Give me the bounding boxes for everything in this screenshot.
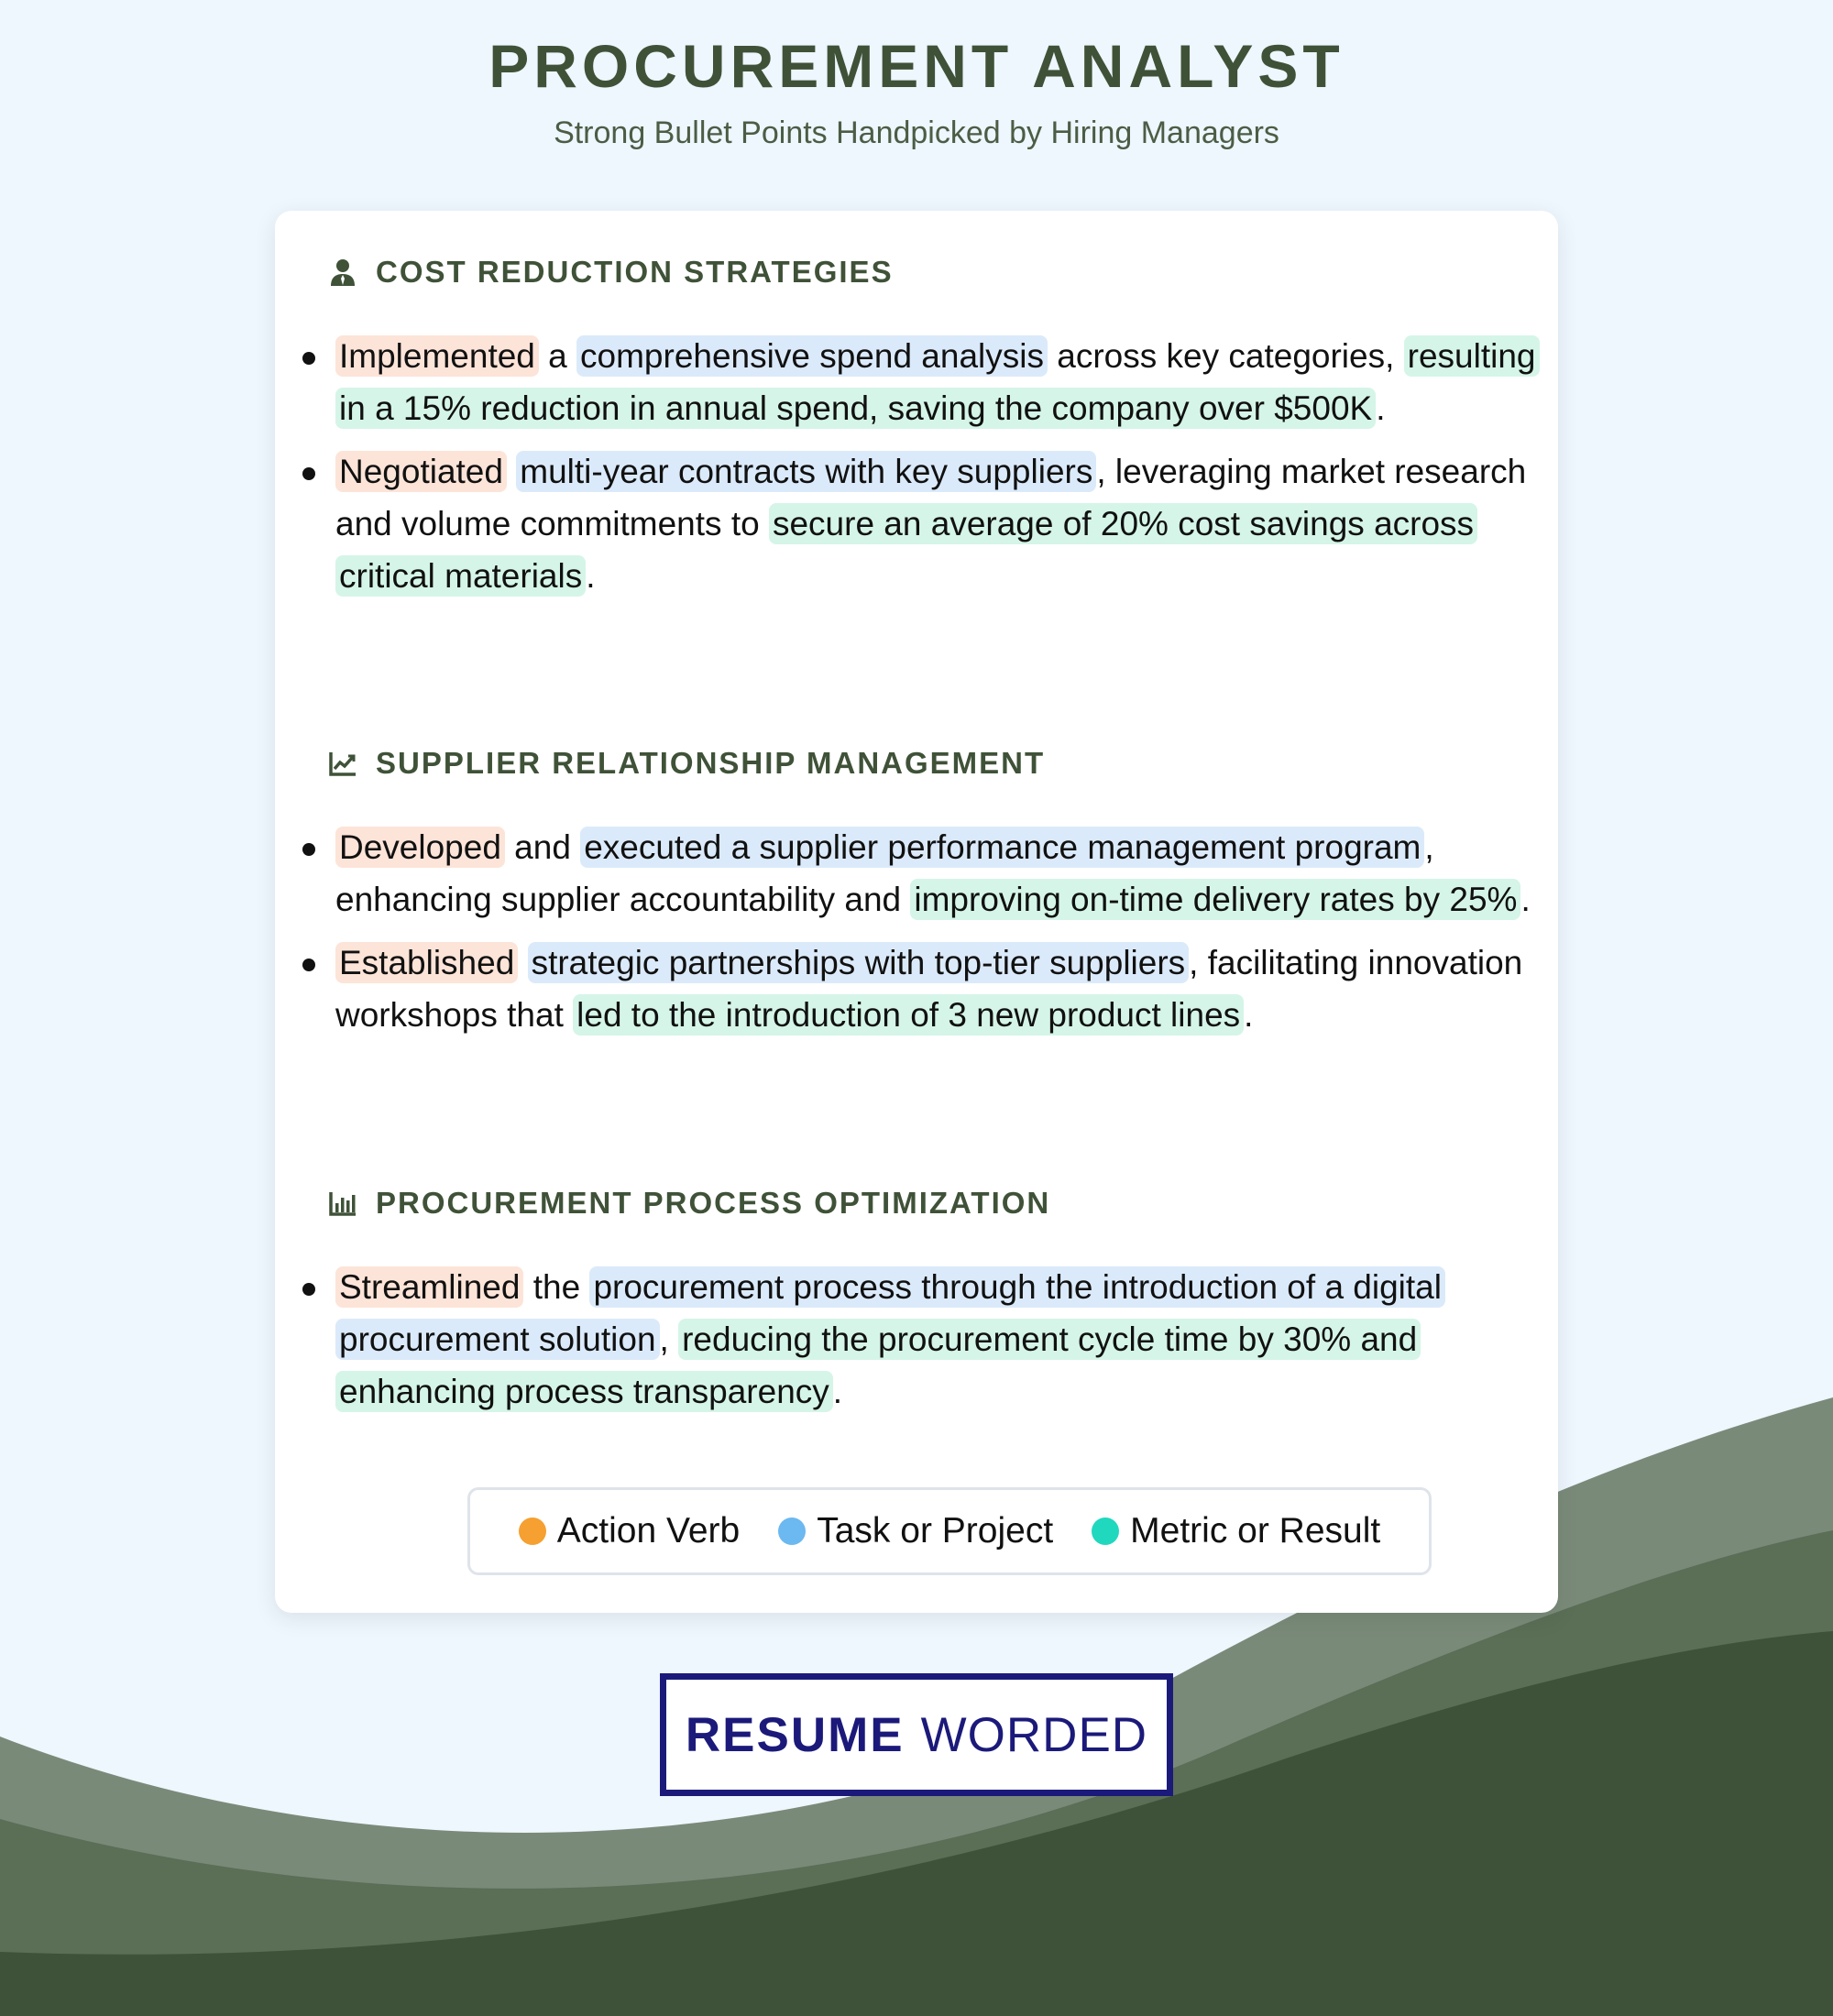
bullet-list <box>275 1261 1558 1429</box>
bullet-item <box>275 937 1558 1041</box>
task-or-project: procurement process through the introduction of a digital procurement solution <box>335 1266 1445 1360</box>
legend-dot <box>519 1517 546 1545</box>
bullet-item <box>275 330 1558 434</box>
plain-text: . <box>586 557 596 595</box>
plain-text: , <box>659 1320 679 1358</box>
metric-or-result: led to the introduction of 3 new product lines <box>573 994 1244 1035</box>
bullet-points-card <box>275 211 1558 1613</box>
bullet-item <box>275 445 1558 602</box>
metric-or-result: resulting in a 15% reduction in annual spend, saving the company over $500K <box>335 335 1540 429</box>
section-title: PROCUREMENT PROCESS OPTIMIZATION <box>376 1186 1051 1220</box>
task-or-project: comprehensive spend analysis <box>576 335 1048 377</box>
section-header <box>328 1180 1050 1226</box>
legend-item-action-verb <box>519 1511 740 1551</box>
resume-worded-logo <box>660 1673 1173 1796</box>
legend-item-task-or-project <box>778 1511 1053 1551</box>
plain-text <box>518 944 527 981</box>
person-tie-icon <box>328 257 357 287</box>
bullet-list <box>275 821 1558 1052</box>
legend-dot <box>778 1517 806 1545</box>
action-verb: Developed <box>335 827 505 868</box>
page-subtitle: Strong Bullet Points Handpicked by Hiring Managers <box>554 115 1279 150</box>
metric-or-result: secure an average of 20% cost savings across critical materials <box>335 503 1477 597</box>
legend-item-metric-or-result <box>1092 1511 1380 1551</box>
bullet-dot <box>302 959 315 971</box>
section-title: SUPPLIER RELATIONSHIP MANAGEMENT <box>376 746 1046 780</box>
plain-text: , facilitating innovation workshops that <box>335 944 1523 1034</box>
task-or-project: multi-year contracts with key suppliers <box>516 451 1096 492</box>
action-verb: Streamlined <box>335 1266 523 1308</box>
page-title: PROCUREMENT ANALYST <box>488 32 1345 100</box>
task-or-project: executed a supplier performance management program <box>580 827 1424 868</box>
plain-text: , enhancing supplier accountability and <box>335 828 1434 918</box>
bullet-list <box>275 330 1558 613</box>
plain-text: . <box>1520 881 1531 918</box>
plain-text: . <box>1244 996 1254 1034</box>
legend-label: Action Verb <box>556 1511 741 1550</box>
action-verb: Implemented <box>335 335 539 377</box>
plain-text: . <box>832 1373 843 1410</box>
highlight-legend <box>467 1487 1432 1575</box>
plain-text: across key categories, <box>1047 337 1404 375</box>
plain-text <box>507 453 516 490</box>
bullet-item <box>275 821 1558 926</box>
action-verb: Established <box>335 942 518 983</box>
legend-label: Metric or Result <box>1130 1511 1381 1550</box>
page-header <box>0 29 1833 152</box>
bar-chart-icon <box>328 1189 357 1218</box>
bullet-dot <box>302 843 315 856</box>
trend-chart-icon <box>328 749 357 778</box>
bullet-dot <box>302 352 315 365</box>
metric-or-result: improving on-time delivery rates by 25% <box>910 879 1520 920</box>
section-header <box>328 249 894 295</box>
section-title: COST REDUCTION STRATEGIES <box>376 255 894 289</box>
legend-dot <box>1092 1517 1119 1545</box>
plain-text: . <box>1376 389 1386 427</box>
bullet-item <box>275 1261 1558 1418</box>
plain-text: a <box>538 337 577 375</box>
section-header <box>328 740 1045 786</box>
plain-text: the <box>523 1268 590 1306</box>
action-verb: Negotiated <box>335 451 507 492</box>
metric-or-result: reducing the procurement cycle time by 30% and enhancing process transparency <box>335 1319 1421 1412</box>
bullet-dot <box>302 1283 315 1296</box>
plain-text: and <box>504 828 581 866</box>
bullet-dot <box>302 467 315 480</box>
plain-text: , leveraging market research and volume commitments to <box>335 453 1527 542</box>
logo-light-text: WORDED <box>920 1707 1148 1762</box>
task-or-project: strategic partnerships with top-tier suppliers <box>528 942 1190 983</box>
legend-label: Task or Project <box>817 1511 1054 1550</box>
logo-bold-text: RESUME <box>685 1707 905 1762</box>
